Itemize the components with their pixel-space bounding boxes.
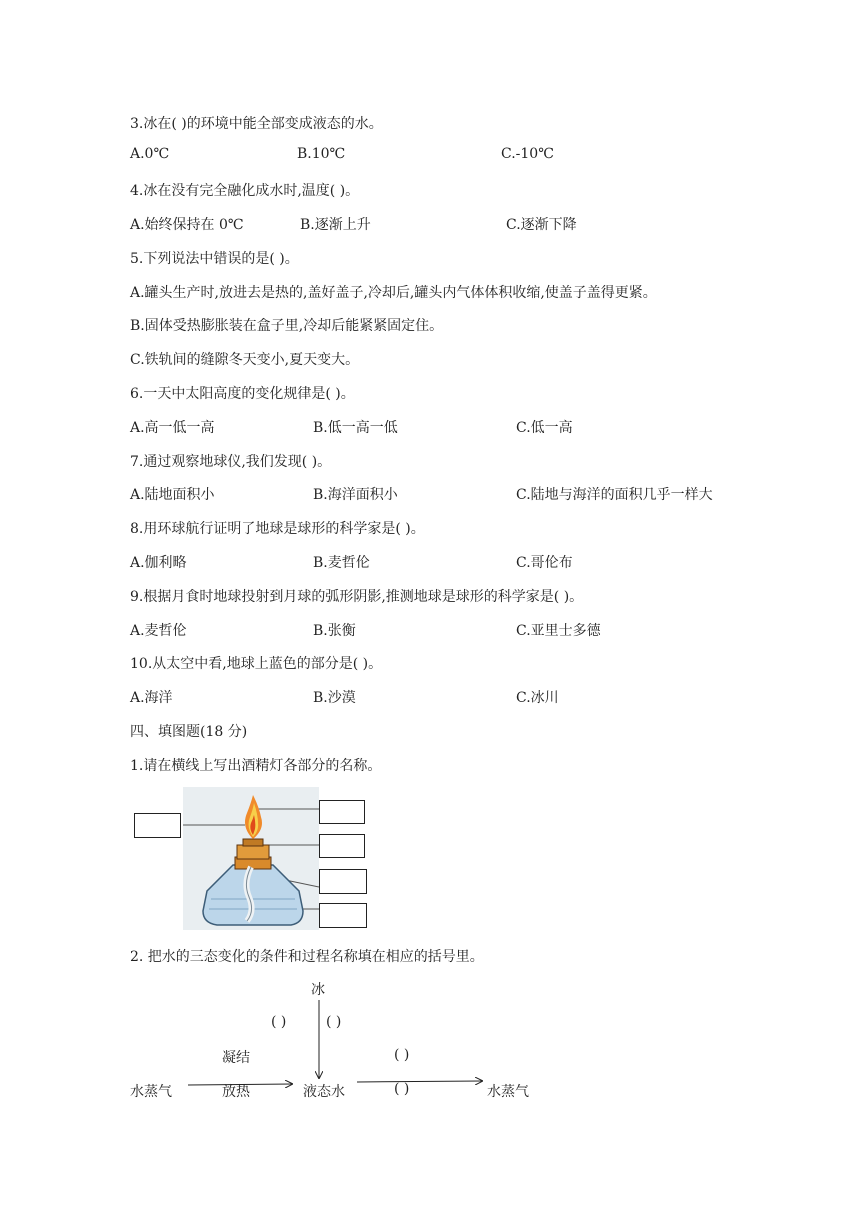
label-ice: 冰	[311, 982, 325, 998]
option-c: C.-10℃	[501, 146, 554, 162]
question-4-1: 1.请在横线上写出酒精灯各部分的名称。	[130, 758, 382, 774]
option-a: A.麦哲伦	[130, 623, 187, 639]
section-heading: 四、填图题(18 分)	[130, 724, 248, 740]
option-c: C.哥伦布	[516, 555, 573, 571]
paren-top-right: ( )	[394, 1047, 410, 1063]
paren-right: ( )	[326, 1014, 342, 1030]
option-b: B.沙漠	[313, 690, 356, 706]
question-5: 5.下列说法中错误的是( )。	[130, 251, 299, 267]
question-8: 8.用环球航行证明了地球是球形的科学家是( )。	[130, 521, 425, 537]
option-c: C.低一高	[516, 420, 573, 436]
question-6: 6.一天中太阳高度的变化规律是( )。	[130, 386, 355, 402]
label-condense: 凝结	[222, 1050, 250, 1066]
option-b: B.麦哲伦	[313, 555, 370, 571]
option-b: B.10℃	[297, 146, 346, 162]
question-10: 10.从太空中看,地球上蓝色的部分是( )。	[130, 656, 383, 672]
question-3: 3.冰在( )的环境中能全部变成液态的水。	[130, 116, 383, 132]
option-c: C.冰川	[516, 690, 559, 706]
option-b: B.张衡	[313, 623, 356, 639]
paren-left: ( )	[271, 1014, 287, 1030]
question-4: 4.冰在没有完全融化成水时,温度( )。	[130, 183, 360, 199]
option-a: A.陆地面积小	[130, 487, 215, 503]
option-a: A.罐头生产时,放进去是热的,盖好盖子,冷却后,罐头内气体体积收缩,使盖子盖得更紧。	[130, 285, 657, 301]
paren-bottom: ( )	[394, 1081, 410, 1097]
option-a: A.高一低一高	[130, 420, 215, 436]
option-b: B.低一高一低	[313, 420, 398, 436]
label-vapor-left: 水蒸气	[130, 1084, 172, 1100]
option-b: B.固体受热膨胀装在盒子里,冷却后能紧紧固定住。	[130, 318, 444, 334]
option-a: A.伽利略	[130, 555, 187, 571]
option-b: B.逐渐上升	[300, 217, 371, 233]
option-a: A.0℃	[130, 146, 170, 162]
option-a: A.海洋	[130, 690, 173, 706]
option-a: A.始终保持在 0℃	[130, 217, 244, 233]
question-7: 7.通过观察地球仪,我们发现( )。	[130, 454, 332, 470]
option-c: C.铁轨间的缝隙冬天变小,夏天变大。	[130, 352, 360, 368]
label-liquid: 液态水	[303, 1084, 345, 1100]
option-c: C.亚里士多德	[516, 623, 601, 639]
option-c: C.陆地与海洋的面积几乎一样大	[516, 487, 713, 503]
option-c: C.逐渐下降	[506, 217, 577, 233]
label-vapor-right: 水蒸气	[487, 1084, 529, 1100]
option-b: B.海洋面积小	[313, 487, 398, 503]
question-9: 9.根据月食时地球投射到月球的弧形阴影,推测地球是球形的科学家是( )。	[130, 589, 584, 605]
label-release-heat: 放热	[222, 1084, 250, 1100]
question-4-2: 2. 把水的三态变化的条件和过程名称填在相应的括号里。	[130, 949, 484, 965]
